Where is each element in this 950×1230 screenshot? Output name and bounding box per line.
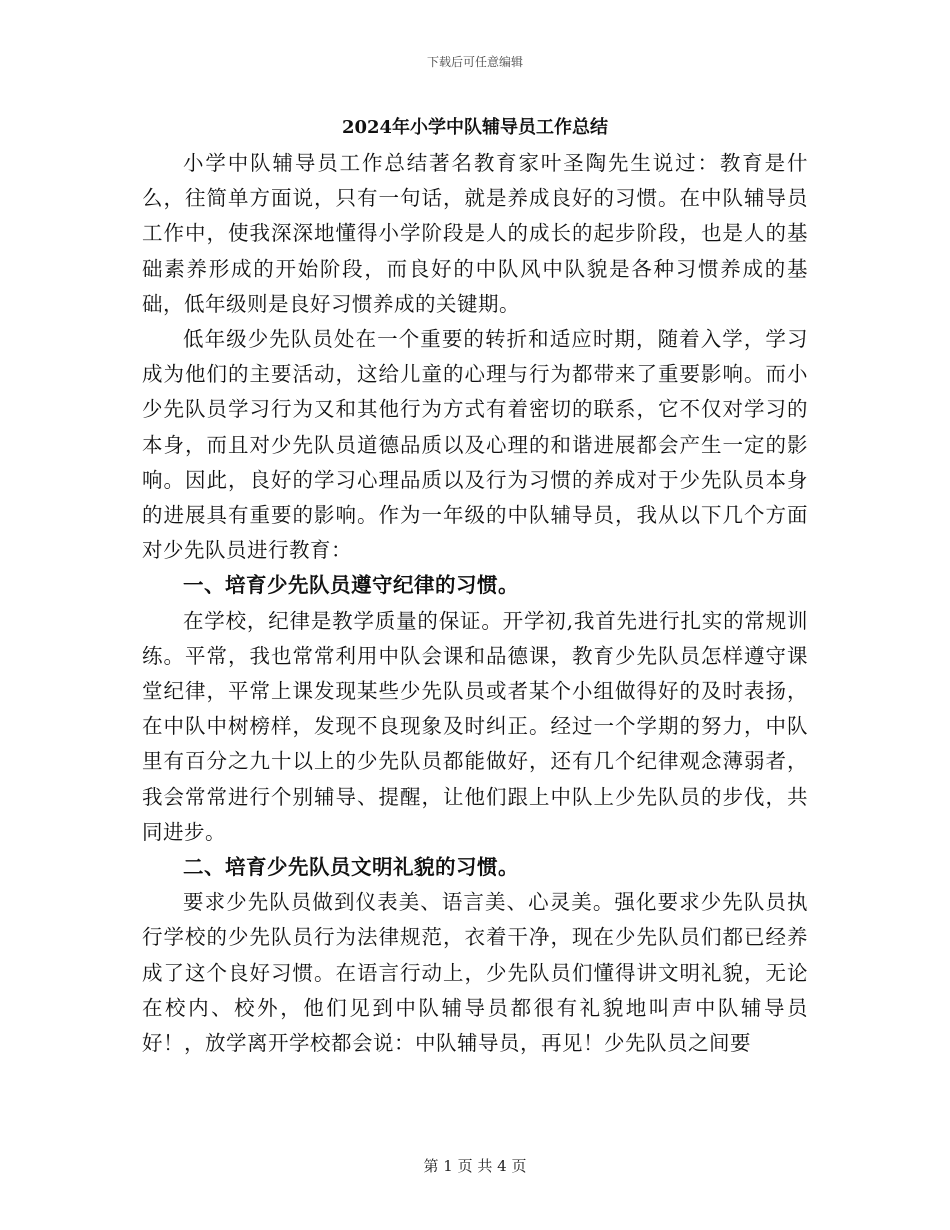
section-heading-discipline: 一、培育少先队员遵守纪律的习惯。 [183, 573, 519, 598]
document-title: 2024年小学中队辅导员工作总结 [341, 117, 609, 138]
paragraph-courtesy: 要求少先队员做到仪表美、语言美、心灵美。强化要求少先队员执行学校的少先队员行为法律规范，衣着干净，现在少先队员们都已经养成了这个良好习惯。在语言行动上，少先队员们懂得讲文明礼貌，无论在校内、校外，他们见到中队辅导员都很有礼貌地叫声中队辅导员好！，放学离开学校都会说：中队辅导员，再见！少先队员之间要 [142, 890, 808, 1056]
document-body [142, 110, 808, 1061]
paragraph-discipline: 在学校，纪律是教学质量的保证。开学初,我首先进行扎实的常规训练。平常，我也常常利用中队会课和品德课，教育少先队员怎样遵守课堂纪律，平常上课发现某些少先队员或者某个小组做得好的及时表扬，在中队中树榜样，发现不良现象及时纠正。经过一个学期的努力，中队里有百分之九十以上的少先队员都能做好，还有几个纪律观念薄弱者，我会常常进行个别辅导、提醒，让他们跟上中队上少先队员的步伐，共同进步。 [142, 608, 808, 844]
paragraph-background: 低年级少先队员处在一个重要的转折和适应时期，随着入学，学习成为他们的主要活动，这给儿童的心理与行为都带来了重要影响。而小少先队员学习行为又和其他行为方式有着密切的联系，它不仅对学习的本身，而且对少先队员道德品质以及心理的和谐进展都会产生一定的影响。因此，良好的学习心理品质以及行为习惯的养成对于少先队员本身的进展具有重要的影响。作为一年级的中队辅导员，我从以下几个方面对少先队员进行教育： [142, 327, 808, 563]
page-number: 第 1 页 共 4 页 [423, 1157, 527, 1175]
section-heading-courtesy: 二、培育少先队员文明礼貌的习惯。 [183, 855, 519, 880]
header-note: 下载后可任意编辑 [426, 55, 523, 69]
paragraph-intro: 小学中队辅导员工作总结著名教育家叶圣陶先生说过：教育是什么，往简单方面说，只有一句话，就是养成良好的习惯。在中队辅导员工作中，使我深深地懂得小学阶段是人的成长的起步阶段，也是人的基础素养形成的开始阶段，而良好的中队风中队貌是各种习惯养成的基础，低年级则是良好习惯养成的关键期。 [142, 151, 808, 316]
